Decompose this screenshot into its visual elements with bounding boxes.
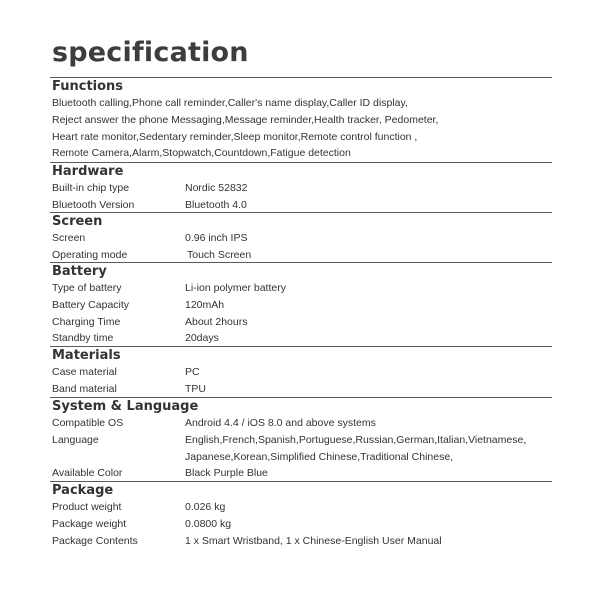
spec-row	[50, 381, 552, 398]
spec-value: Japanese,Korean,Simplified Chinese,Traditional Chinese,	[185, 450, 454, 463]
screen-section	[50, 212, 552, 264]
spec-row	[50, 449, 552, 466]
spec-value: 0.96 inch IPS	[185, 232, 248, 244]
spec-value: Bluetooth 4.0	[185, 198, 247, 211]
spec-label: Battery Capacity	[52, 298, 130, 311]
battery-section	[50, 262, 552, 347]
page-title: specification	[52, 37, 249, 68]
spec-row	[50, 230, 552, 247]
hardware-heading: Hardware	[50, 162, 552, 180]
hardware-section	[50, 162, 552, 214]
spec-row	[50, 516, 552, 533]
system-language-heading: System & Language	[50, 397, 552, 415]
screen-heading: Screen	[50, 212, 552, 230]
spec-value: About 2hours	[185, 315, 248, 328]
battery-heading: Battery	[50, 262, 552, 280]
materials-heading: Materials	[50, 346, 552, 364]
functions-line: Bluetooth calling,Phone call reminder,Caller's name display,Caller ID display,	[52, 97, 408, 109]
spec-row	[50, 533, 552, 550]
spec-label: Package Contents	[52, 534, 138, 547]
spec-value: 1 x Smart Wristband, 1 x Chinese-English User Manual	[185, 534, 442, 547]
spec-label: Package weight	[52, 517, 127, 530]
spec-row	[50, 330, 552, 347]
spec-row	[50, 415, 552, 432]
spec-value: 120mAh	[185, 298, 225, 311]
spec-label: Operating mode	[52, 248, 128, 261]
spec-label: Band material	[52, 382, 117, 395]
spec-value: Android 4.4 / iOS 8.0 and above systems	[185, 417, 376, 429]
spec-label: Available Color	[52, 467, 123, 480]
spec-value: 0.0800 kg	[185, 517, 232, 530]
spec-value: TPU	[185, 382, 206, 395]
spec-label: Type of battery	[52, 282, 122, 294]
spec-row	[50, 499, 552, 516]
spec-value: PC	[185, 366, 200, 378]
spec-label: Language	[52, 433, 99, 446]
spec-row	[50, 280, 552, 297]
spec-value: Nordic 52832	[185, 182, 248, 194]
spec-row	[50, 364, 552, 381]
spec-label: Product weight	[52, 501, 122, 513]
spec-label: Bluetooth Version	[52, 198, 135, 211]
spec-row	[50, 314, 552, 331]
functions-line: Heart rate monitor,Sedentary reminder,Sleep monitor,Remote control function ,	[52, 130, 418, 143]
spec-label: Case material	[52, 366, 117, 378]
spec-row	[50, 180, 552, 197]
spec-row	[50, 432, 552, 449]
functions-line: Reject answer the phone Messaging,Message reminder,Health tracker, Pedometer,	[52, 113, 439, 126]
spec-row	[50, 465, 552, 482]
system-language-section	[50, 397, 552, 482]
spec-label: Compatible OS	[52, 417, 124, 429]
functions-line: Remote Camera,Alarm,Stopwatch,Countdown,Fatigue detection	[52, 147, 351, 160]
spec-value: 20days	[185, 332, 219, 345]
spec-value: Black Purple Blue	[185, 467, 268, 480]
spec-value: Touch Screen	[187, 248, 252, 261]
spec-value: 0.026 kg	[185, 501, 226, 513]
spec-value: Li-ion polymer battery	[185, 282, 286, 294]
spec-label: Standby time	[52, 332, 114, 345]
materials-section	[50, 346, 552, 398]
spec-row	[50, 297, 552, 314]
package-heading: Package	[50, 481, 552, 499]
spec-label: Charging Time	[52, 315, 121, 328]
package-section	[50, 481, 552, 549]
spec-label: Built-in chip type	[52, 182, 130, 194]
functions-section	[50, 77, 552, 162]
functions-heading: Functions	[50, 77, 552, 95]
spec-value: English,French,Spanish,Portuguese,Russian,German,Italian,Vietnamese,	[185, 433, 527, 446]
spec-label: Screen	[52, 232, 86, 244]
